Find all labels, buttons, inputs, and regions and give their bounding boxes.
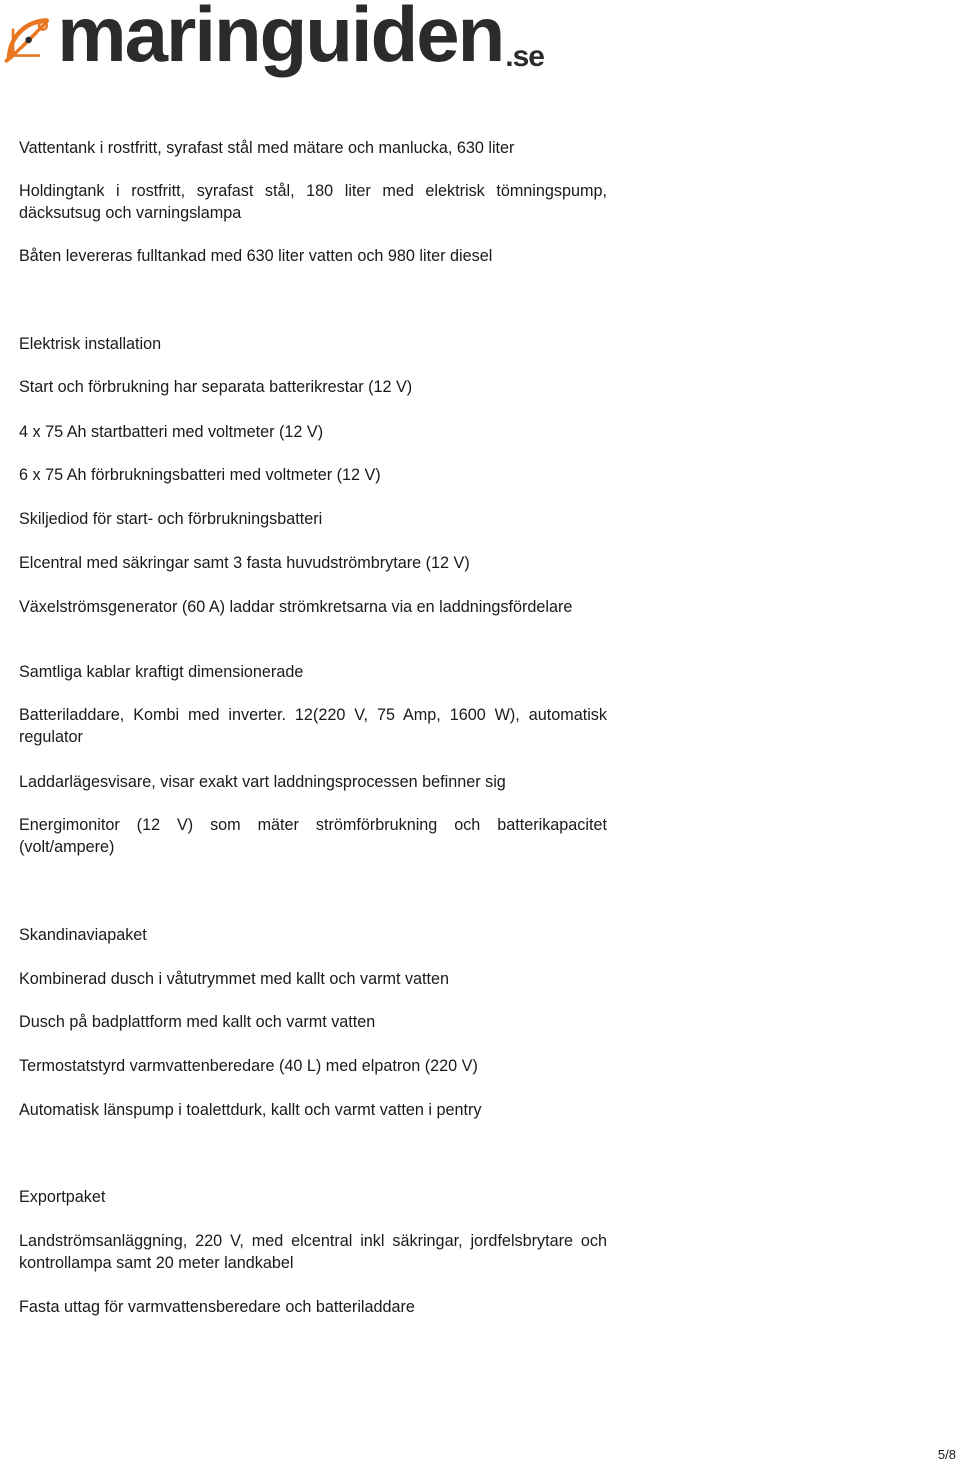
spec-line: Skandinaviapaket xyxy=(19,926,147,944)
spec-line: Kombinerad dusch i våtutrymmet med kallt och varmt vatten xyxy=(19,970,450,988)
spec-line: Holdingtank i rostfritt, syrafast stål, 180 liter med elektrisk tömningspump, däcksutsug och varningslampa xyxy=(19,182,607,222)
spec-line: Samtliga kablar kraftigt dimensionerade xyxy=(19,663,304,681)
page-number: 5/8 xyxy=(937,1447,956,1462)
spec-line: Båten levereras fulltankad med 630 liter vatten och 980 liter diesel xyxy=(19,247,493,265)
spec-line: Start och förbrukning har separata batterikrestar (12 V) xyxy=(19,378,413,396)
sextant-icon xyxy=(4,2,53,78)
spec-line: Dusch på badplattform med kallt och varmt vatten xyxy=(19,1013,376,1031)
spec-line: 4 x 75 Ah startbatteri med voltmeter (12 V) xyxy=(19,423,324,441)
spec-line: Skiljediod för start- och förbrukningsbatteri xyxy=(19,510,323,528)
spec-line: Batteriladdare, Kombi med inverter. 12(220 V, 75 Amp, 1600 W), automatisk regulator xyxy=(19,706,607,746)
spec-line: 6 x 75 Ah förbrukningsbatteri med voltmeter (12 V) xyxy=(19,466,381,484)
spec-line: Elcentral med säkringar samt 3 fasta huvudströmbrytare (12 V) xyxy=(19,554,470,572)
spec-line: Växelströmsgenerator (60 A) laddar strömkretsarna via en laddningsfördelare xyxy=(19,598,573,616)
spec-line: Landströmsanläggning, 220 V, med elcentral inkl säkringar, jordfelsbrytare och kontrollampa samt 20 meter landkabel xyxy=(19,1232,607,1272)
spec-line: Elektrisk installation xyxy=(19,335,162,353)
site-logo[interactable] xyxy=(4,2,544,82)
spec-line: Termostatstyrd varmvattenberedare (40 L) med elpatron (220 V) xyxy=(19,1057,478,1075)
spec-line: Exportpaket xyxy=(19,1188,106,1206)
spec-line: Energimonitor (12 V) som mäter strömförbrukning och batterikapacitet (volt/ampere) xyxy=(19,816,607,856)
logo-wordmark: maringuiden xyxy=(57,0,504,78)
spec-line: Fasta uttag för varmvattensberedare och batteriladdare xyxy=(19,1298,415,1316)
spec-line: Vattentank i rostfritt, syrafast stål med mätare och manlucka, 630 liter xyxy=(19,139,515,157)
spec-line: Laddarlägesvisare, visar exakt vart laddningsprocessen befinner sig xyxy=(19,773,506,791)
logo-tld: .se xyxy=(505,40,544,73)
spec-line: Automatisk länspump i toalettdurk, kallt och varmt vatten i pentry xyxy=(19,1101,482,1119)
